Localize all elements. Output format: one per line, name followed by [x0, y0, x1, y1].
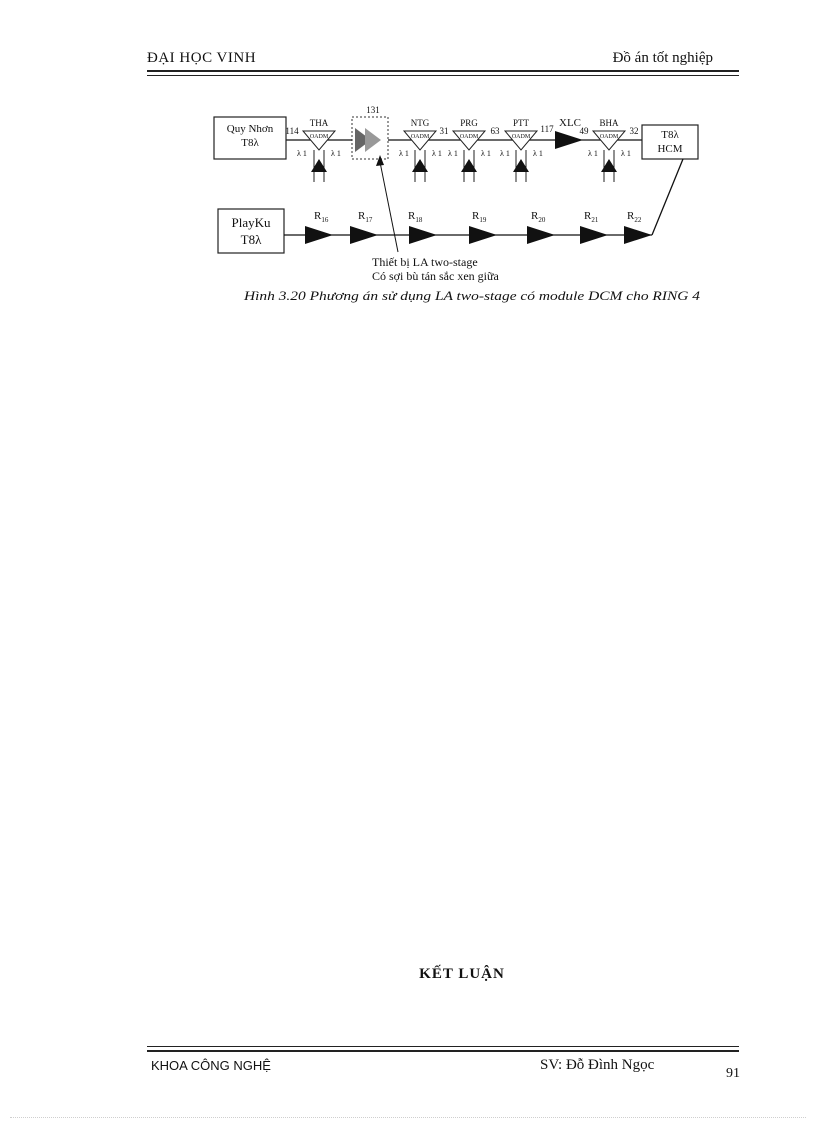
lambda-add: λ 1	[533, 149, 543, 158]
lambda-drop: λ 1	[588, 149, 598, 158]
repeater-label: R	[314, 210, 322, 222]
svg-text:R17	[358, 210, 373, 224]
oadm-label: OADM	[599, 134, 619, 140]
node-quynhon-label: Quy Nhơn	[226, 123, 274, 135]
repeater-label: R	[408, 210, 416, 222]
lambda-add: λ 1	[481, 149, 491, 158]
distance-32: 32	[629, 126, 639, 136]
repeater-sub: 22	[634, 216, 642, 224]
repeater-r20	[527, 210, 555, 244]
lambda-add: λ 1	[621, 149, 631, 158]
footer-rule-thick	[147, 1050, 739, 1052]
page-bottom-divider	[10, 1117, 806, 1118]
svg-text:R22	[627, 210, 642, 224]
lambda-add: λ 1	[331, 149, 341, 158]
repeater-label: R	[472, 210, 480, 222]
conclusion-heading: KẾT LUẬN	[419, 966, 505, 982]
oadm-label: OADM	[309, 134, 329, 140]
footer-rule-thin	[147, 1046, 739, 1047]
repeater-label: R	[584, 210, 592, 222]
figure-caption: Hình 3.20 Phương án sử dụng LA two-stage có module DCM cho RING 4	[242, 289, 700, 303]
station-label: PTT	[512, 118, 530, 128]
repeater-r18	[408, 210, 437, 244]
distance-131: 131	[366, 105, 380, 115]
repeater-label: R	[531, 210, 539, 222]
header-doc-type: Đồ án tốt nghiệp	[612, 50, 713, 66]
header-university: ĐẠI HỌC VINH	[147, 50, 257, 66]
repeater-r21	[580, 210, 608, 244]
node-playku-label: PlayKu	[231, 215, 271, 230]
node-playku-sub: T8λ	[240, 232, 262, 247]
oadm-station-tha	[297, 118, 341, 182]
annotation-line2: Có sợi bù tán sắc xen giữa	[372, 269, 499, 283]
ring4-diagram	[0, 0, 816, 320]
svg-text:R16	[314, 210, 329, 224]
repeater-r16	[305, 210, 333, 244]
station-label: NTG	[410, 118, 430, 128]
lambda-add: λ 1	[432, 149, 442, 158]
page-number: 91	[726, 1066, 740, 1081]
repeater-r22	[624, 210, 652, 244]
repeater-sub: 21	[591, 216, 599, 224]
distance-114: 114	[285, 126, 299, 136]
distance-31: 31	[439, 126, 449, 136]
distance-117: 117	[540, 124, 554, 134]
footer-student: SV: Đỗ Đình Ngọc	[540, 1057, 655, 1073]
repeater-r19	[469, 210, 497, 244]
repeater-sub: 19	[479, 216, 487, 224]
svg-text:R20	[531, 210, 546, 224]
oadm-station-prg	[448, 118, 491, 182]
oadm-station-ptt	[500, 118, 543, 182]
repeater-label: R	[358, 210, 366, 222]
repeater-label: R	[627, 210, 635, 222]
repeater-sub: 20	[538, 216, 546, 224]
distance-49: 49	[579, 126, 589, 136]
footer-faculty: KHOA CÔNG NGHỆ	[151, 1058, 271, 1073]
svg-text:R19	[472, 210, 487, 224]
oadm-label: OADM	[459, 134, 479, 140]
oadm-station-ntg	[399, 118, 442, 182]
node-hcm-sub: HCM	[657, 143, 683, 155]
repeater-sub: 17	[365, 216, 373, 224]
lambda-drop: λ 1	[297, 149, 307, 158]
oadm-station-bha	[588, 118, 631, 182]
annotation-arrow	[380, 162, 398, 252]
svg-text:R18	[408, 210, 423, 224]
lambda-drop: λ 1	[500, 149, 510, 158]
station-label: THA	[309, 118, 329, 128]
distance-63: 63	[490, 126, 500, 136]
station-label: PRG	[460, 118, 478, 128]
annotation-line1: Thiết bị LA two-stage	[372, 255, 478, 269]
node-quynhon-sub: T8λ	[241, 137, 259, 149]
svg-text:R21	[584, 210, 599, 224]
repeater-sub: 18	[415, 216, 423, 224]
station-label: BHA	[599, 118, 619, 128]
xlc-label: XLC	[559, 117, 581, 129]
lambda-drop: λ 1	[399, 149, 409, 158]
repeater-r17	[350, 210, 378, 244]
lambda-drop: λ 1	[448, 149, 458, 158]
oadm-label: OADM	[410, 134, 430, 140]
repeater-sub: 16	[321, 216, 329, 224]
oadm-label: OADM	[511, 134, 531, 140]
node-hcm-label: T8λ	[661, 129, 679, 141]
